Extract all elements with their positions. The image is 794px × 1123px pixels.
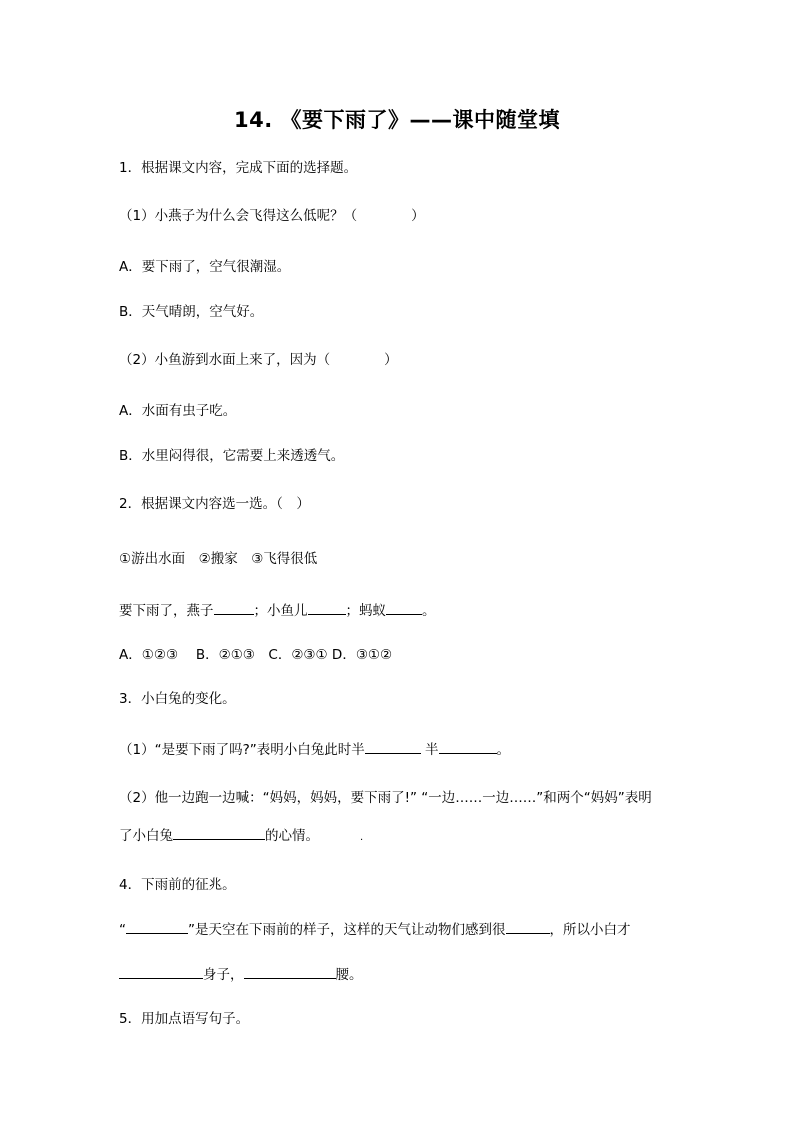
sentence-text: 了小白兔 (119, 828, 173, 844)
question-2-items: ①游出水面 ②搬家 ③飞得很低 (119, 551, 318, 567)
sentence-text: ”是天空在下雨前的样子，这样的天气让动物们感到很 (188, 922, 506, 938)
answer-blank[interactable] (386, 601, 422, 615)
stray-dot: . (360, 832, 364, 843)
question-1-sub-1: （1）小燕子为什么会飞得这么低呢？（ ） (119, 208, 425, 224)
sentence-text: 腰。 (335, 967, 363, 983)
question-1-sub-2-option-a: A．水面有虫子吃。 (119, 403, 237, 419)
sentence-text: 半 (420, 742, 439, 758)
question-2-sentence (119, 601, 436, 620)
answer-blank[interactable] (119, 965, 203, 979)
answer-blank[interactable] (126, 920, 188, 934)
answer-blank[interactable] (244, 965, 336, 979)
question-3-heading: 3．小白兔的变化。 (119, 691, 236, 707)
question-3-sub-2-line-1: （2）他一边跑一边喊：“妈妈，妈妈，要下雨了!” “一边……一边……”和两个“妈妈”表明 (119, 790, 652, 806)
question-1-sub-1-option-a: A．要下雨了，空气很潮湿。 (119, 259, 291, 275)
question-1-sub-2: （2）小鱼游到水面上来了，因为（ ） (119, 352, 398, 368)
page-title: 14. 《要下雨了》——课中随堂填 (233, 108, 560, 132)
question-3-sub-1 (119, 740, 510, 759)
sentence-text: 。 (422, 603, 436, 619)
answer-blank[interactable] (506, 920, 550, 934)
question-1-sub-1-option-b: B．天气晴朗，空气好。 (119, 304, 264, 320)
question-4-line-2 (119, 965, 363, 984)
answer-blank[interactable] (214, 601, 254, 615)
question-4-heading: 4．下雨前的征兆。 (119, 877, 236, 893)
sentence-text: ，所以小白才 (549, 922, 631, 938)
question-5-heading: 5．用加点语写句子。 (119, 1011, 250, 1027)
sentence-text: 的心情。 (265, 828, 319, 844)
question-2-options: A．①②③ B．②①③ C．②③① D．③①② (119, 647, 393, 663)
question-1-sub-2-option-b: B．水里闷得很，它需要上来透透气。 (119, 448, 345, 464)
answer-blank[interactable] (439, 740, 497, 754)
sentence-text: ；蚂蚁 (345, 603, 386, 619)
question-1-heading: 1．根据课文内容，完成下面的选择题。 (119, 160, 358, 176)
sentence-text: 身子， (203, 967, 244, 983)
question-3-sub-2-line-2 (119, 826, 319, 845)
sentence-text: “ (119, 922, 126, 938)
sentence-text: ；小鱼儿 (253, 603, 308, 619)
sentence-text: （1）“是要下雨了吗?”表明小白兔此时半 (119, 742, 365, 758)
answer-blank[interactable] (173, 826, 265, 840)
question-2-heading: 2．根据课文内容选一选。（ ） (119, 496, 310, 512)
question-4-line-1 (119, 920, 631, 939)
answer-blank[interactable] (365, 740, 421, 754)
sentence-text: 。 (496, 742, 511, 758)
sentence-text: 要下雨了，燕子 (119, 603, 214, 619)
answer-blank[interactable] (308, 601, 346, 615)
